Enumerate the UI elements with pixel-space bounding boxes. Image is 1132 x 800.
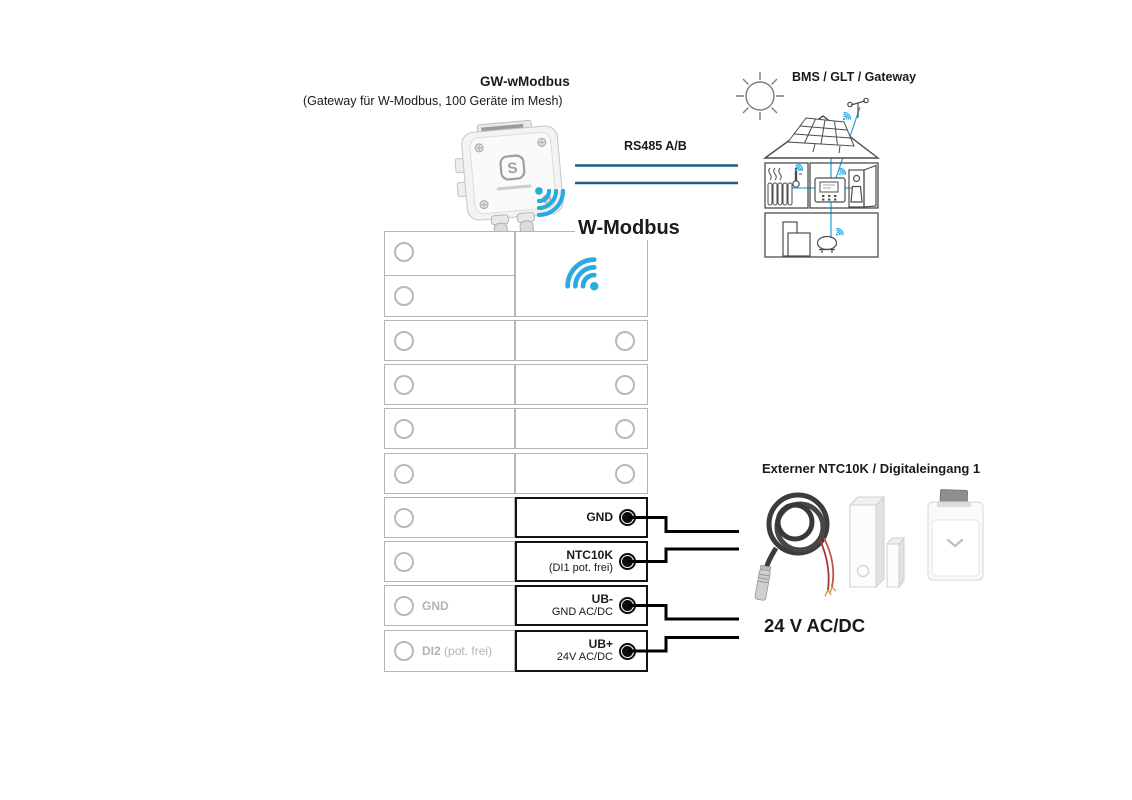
terminal-muted-label: DI2 (pot. frei) xyxy=(422,644,493,658)
terminal-sublabel: 24V AC/DC xyxy=(556,651,613,663)
terminal-label: GND xyxy=(586,510,613,524)
terminal-hole xyxy=(394,419,414,439)
terminal-row xyxy=(384,231,515,317)
terminal-row-gnd xyxy=(384,585,515,626)
terminal-hole xyxy=(394,552,414,572)
wmodbus-label: W-Modbus xyxy=(575,217,683,240)
terminal-row xyxy=(515,453,648,494)
rs485-label: RS485 A/B xyxy=(624,139,687,153)
terminal-label-block xyxy=(557,638,613,664)
terminal-connector xyxy=(619,597,636,614)
terminal-label: UB- xyxy=(591,591,613,606)
wifi-icon xyxy=(531,183,569,221)
terminal-label-block xyxy=(552,593,613,619)
terminal-label-block xyxy=(549,549,613,575)
terminal-hole xyxy=(394,242,414,262)
terminal-sublabel: (DI1 pot. frei) xyxy=(548,561,613,574)
bms-building-illustration xyxy=(718,58,882,260)
terminal-cell-ub-minus xyxy=(515,585,648,626)
ntc-probe-image xyxy=(755,495,836,601)
power-label: 24 V AC/DC xyxy=(764,615,866,636)
terminal-hole xyxy=(394,508,414,528)
terminal-connector xyxy=(619,643,636,660)
terminal-row xyxy=(384,320,515,361)
gateway-device-image xyxy=(452,116,574,244)
sun-icon xyxy=(736,72,784,120)
terminal-label: NTC10K xyxy=(566,547,613,562)
wmodbus-radio-cell xyxy=(515,231,648,317)
row-divider xyxy=(385,275,514,276)
terminal-row-di2 xyxy=(384,630,515,672)
controller-icon xyxy=(815,178,845,202)
terminal-sublabel: GND AC/DC xyxy=(551,605,613,618)
terminal-row xyxy=(384,453,515,494)
accessories-images xyxy=(740,478,990,613)
terminal-row xyxy=(384,364,515,405)
terminal-hole xyxy=(615,419,635,439)
terminal-hole xyxy=(394,286,414,306)
svg-text:S: S xyxy=(506,159,519,178)
terminal-hole xyxy=(394,331,414,351)
weather-station-icon xyxy=(848,98,868,118)
terminal-cell-gnd xyxy=(515,497,648,538)
wifi-icon xyxy=(560,253,604,295)
terminal-hole xyxy=(394,464,414,484)
terminal-muted-label: GND xyxy=(422,598,449,613)
terminal-row xyxy=(384,497,515,538)
terminal-row xyxy=(515,364,648,405)
terminal-hole xyxy=(394,596,414,616)
terminal-row xyxy=(515,320,648,361)
bms-label: BMS / GLT / Gateway xyxy=(792,70,917,84)
terminal-row xyxy=(384,408,515,449)
gateway-title: GW-wModbus xyxy=(480,74,570,89)
accessories-title: Externer NTC10K / Digitaleingang 1 xyxy=(762,461,981,476)
terminal-label: UB+ xyxy=(588,637,613,651)
terminal-connector xyxy=(619,553,636,570)
key-card-switch-image xyxy=(928,490,983,580)
terminal-hole xyxy=(394,641,414,661)
terminal-cell-ub-plus xyxy=(515,630,648,672)
terminal-hole xyxy=(615,375,635,395)
terminal-connector xyxy=(619,509,636,526)
terminal-label-block xyxy=(586,511,613,524)
terminal-row xyxy=(515,408,648,449)
terminal-hole xyxy=(394,375,414,395)
terminal-cell-ntc10k xyxy=(515,541,648,582)
terminal-hole xyxy=(615,331,635,351)
gateway-subtitle: (Gateway für W-Modbus, 100 Geräte im Mesh) xyxy=(303,94,563,108)
terminal-row xyxy=(384,541,515,582)
terminal-hole xyxy=(615,464,635,484)
door-contact-image xyxy=(850,497,904,587)
